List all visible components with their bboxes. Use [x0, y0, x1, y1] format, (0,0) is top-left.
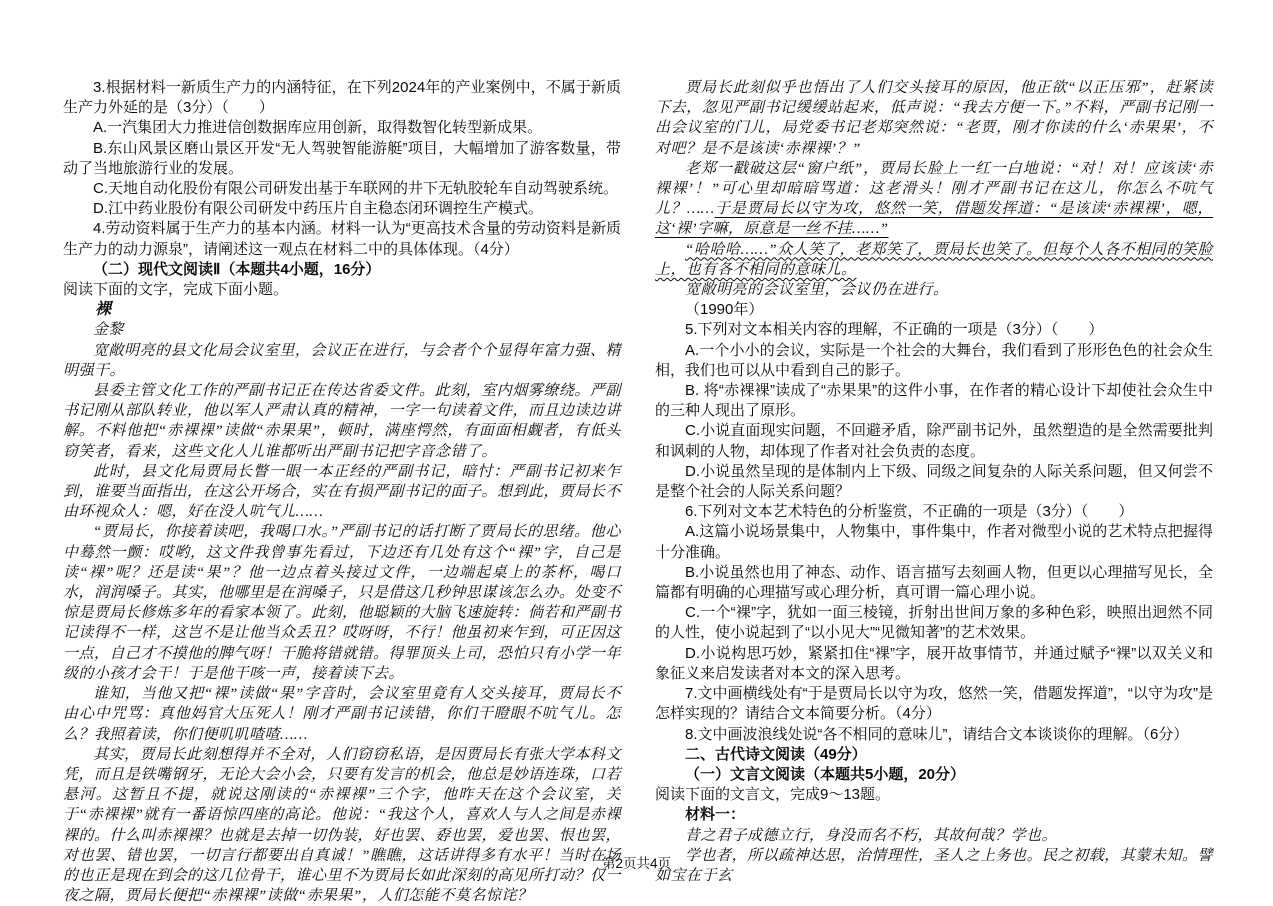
story-paragraph: 老郑一戳破这层“窗户纸”，贾局长脸上一红一白地说：“对！对！应该读‘赤裸裸’！”可心里却暗暗骂道：这老滑头！刚才严副书记在这儿，你怎么不吭气儿？……于是贾局长以守为攻，悠然一笑，借题发挥道：“是该读‘赤裸裸’，嗯，这‘裸’字嘛，原意是一丝不挂……”: [655, 160, 1213, 238]
question-6-option: A.这篇小说场景集中，人物集中，事件集中，作者对微型小说的艺术特点把握得十分准确。: [655, 523, 1213, 561]
question-4-stem: 4.劳动资料属于生产力的基本内涵。材料一认为“更高技术含量的劳动资料是新质生产力的动力源泉”，请阐述这一观点在材料二中的具体体现。（4分）: [63, 220, 621, 258]
question-6-option: D.小说构思巧妙，紧紧扣住“裸”字，展开故事情节，并通过赋予“裸”以双关义和象征义来启发读者对本文的深入思考。: [655, 644, 1213, 682]
material-one-label: 材料一：: [685, 806, 746, 824]
page-columns: [63, 78, 1213, 906]
question-6-stem: 6.下列对文本艺术特色的分析鉴赏，不正确的一项是（3分）（ ）: [685, 503, 1134, 521]
classical-reading-sub-heading: （一）文言文阅读（本题共5小题，20分）: [685, 765, 966, 783]
question-3-option: B.东山风景区磨山景区开发“无人驾驶智能游艇”项目，大幅增加了游客数量，带动了当地旅游行业的发展。: [63, 139, 621, 177]
story-year: （1990年）: [685, 301, 764, 319]
question-8-stem: 8.文中画波浪线处说“各不相同的意味儿”，请结合文本谈谈你的理解。（6分）: [685, 725, 1189, 743]
right-column: [655, 78, 1213, 906]
modern-reading-ii-instruction: 阅读下面的文字，完成下面小题。: [63, 281, 289, 299]
question-6-option: B.小说虽然也用了神态、动作、语言描写去刻画人物，但更以心理描写见长，全篇都有明确的心理描写或心理分析，真可谓一篇心理小说。: [655, 563, 1213, 602]
question-6-option: C.一个“裸”字，犹如一面三棱镜，折射出世间万象的多种色彩，映照出迥然不同的人性，使小说起到了“以小见大”“见微知著”的艺术效果。: [655, 604, 1213, 642]
question-7-stem: 7.文中画横线处有“于是贾局长以守为攻，悠然一笑，借题发挥道”，“以守为攻”是怎样实现的？请结合文本简要分析。（4分）: [655, 685, 1213, 723]
question-3-option: A.一汽集团大力推进信创数据库应用创新，取得数智化转型新成果。: [93, 119, 543, 137]
question-3-option: D.江中药业股份有限公司研发中药压片自主稳态闭环调控生产模式。: [93, 200, 544, 218]
question-5-option: D.小说虽然呈现的是体制内上下级、同级之间复杂的人际关系问题，但又何尝不是整个社会的人际关系问题？: [655, 462, 1213, 501]
classical-paragraph: 学也者，所以疏神达思，治情理性，圣人之上务也。民之初载，其蒙未知。譬如宝在于玄: [655, 847, 1213, 884]
classical-reading-instruction: 阅读下面的文言文，完成9～13题。: [655, 786, 891, 804]
story-paragraph: 其实，贾局长此刻想得并不全对，人们窃窃私语，是因贾局长有张大学本科文凭，而且是铁嘴钢牙，无论大会小会，只要有发言的机会，他总是妙语连珠，口若悬河。这暂且不提，就说这刚读的“赤裸裸”三个字，他昨天在这个会议室，关于“赤裸裸”就有一番语惊四座的高论。他说：“我这个人，喜欢人与人之间是赤裸裸的。什么叫赤裸裸？也就是去掉一切伪装，好也罢、孬也罢，爱也罢、恨也罢，对也罢、错也罢，一切言行都要出自真诚！”瞧瞧，这话讲得多有水平！当时在场的也正是现在到会的这几位骨干，谁心里不为贾局长如此深刻的高见所打动？仅一夜之隔，贾局长便把“赤裸裸”读做“赤果果”，人们怎能不莫名惊诧？: [63, 746, 622, 905]
question-5-option: C.小说直面现实问题，不回避矛盾，除严副书记外，虽然塑造的是全然需要批判和讽刺的人物，却体现了作者对社会负责的态度。: [655, 422, 1213, 460]
ancient-reading-heading: 二、古代诗文阅读（49分）: [685, 745, 867, 763]
question-3-stem: 3.根据材料一新质生产力的内涵特征，在下列2024年的产业案例中，不属于新质生产力外延的是（3分）（ ）: [63, 79, 621, 117]
page-footer: 第2页共4页: [601, 856, 672, 871]
modern-reading-ii-heading: （二）现代文阅读Ⅱ（本题共4小题，16分）: [93, 260, 381, 278]
story-body-left: [63, 341, 621, 906]
left-column: [63, 78, 621, 906]
story-paragraph: “哈哈哈……”众人笑了，老郑笑了，贾局长也笑了。但每个人各不相同的笑脸上，也有各不相同的意味儿。: [655, 241, 1213, 278]
story-paragraph: 谁知，当他又把“裸”读做“果”字音时，会议室里竟有人交头接耳，贾局长不由心中咒骂：真他妈官大压死人！刚才严副书记读错，你们干瞪眼不吭气儿。怎么？我照着读，你们便叽叽喳喳……: [63, 686, 621, 743]
story-paragraph: 县委主管文化工作的严副书记正在传达省委文件。此刻，室内烟雾缭绕。严副书记刚从部队转业，他以军人严肃认真的精神，一字一句读着文件，而且边读边讲解。不料他把“赤裸裸”读做“赤果果”，顿时，满座愕然，有面面相觑者，有低头窃笑者，看来，这些文化人儿谁都听出严副书记把字音念错了。: [63, 383, 622, 460]
classical-paragraph: 昔之君子成德立行，身没而名不朽，其故何哉？学也。: [685, 827, 1058, 844]
question-3-options: [63, 118, 621, 219]
question-5-option: B. 将“赤裸裸”读成了“赤果果”的这件小事，在作者的精心设计下却使社会众生中的三种人现出了原形。: [655, 382, 1213, 420]
story-body-right: [655, 78, 1213, 300]
story-paragraph: 宽敞明亮的县文化局会议室里，会议正在进行，与会者个个显得年富力强、精明强干。: [63, 342, 621, 379]
question-5-options: [655, 341, 1213, 503]
story-author: 金黎: [93, 321, 124, 339]
question-6-options: [655, 522, 1213, 684]
story-title: 裸: [95, 301, 112, 319]
story-paragraph: 宽敞明亮的会议室里，会议仍在进行。: [685, 282, 949, 299]
story-paragraph: “贾局长，你接着读吧，我喝口水。”严副书记的话打断了贾局长的思绪。他心中蓦然一颤：哎哟，这文件我曾事先看过，下边还有几处有这个“裸”字，自己是读“裸”呢？还是读“果”？他一边点着头接过文件，一边端起桌上的茶杯，喝口水，润润嗓子。其实，他哪里是在润嗓子，只是借这几秒钟思谋该怎么办。处变不惊是贾局长修炼多年的看家本领了。此刻，他聪颖的大脑飞速旋转：倘若和严副书记读得不一样，这岂不是让他当众丢丑？哎呀呀，不行！他虽初来乍到，可正因这一点，自己才不摸他的脾气呀！干脆将错就错。得罪顶头上司，恐怕只有小学一年级的小孩才会干！于是他干咳一声，接着读下去。: [63, 524, 622, 682]
question-3-option: C.天地自动化股份有限公司研发出基于车联网的井下无轨胶轮车自动驾驶系统。: [93, 180, 619, 198]
question-5-stem: 5.下列对文本相关内容的理解，不正确的一项是（3分）（ ）: [685, 321, 1104, 339]
story-paragraph: 贾局长此刻似乎也悟出了人们交头接耳的原因，他正欲“以正压邪”，赶紧读下去，忽见严副书记缓缓站起来，低声说：“我去方便一下。”不料，严副书记刚一出会议室的门儿，局党委书记老郑突然说：“老贾，刚才你读的什么‘赤果果’，不对吧？是不是该读‘赤裸裸’？”: [655, 80, 1213, 157]
story-paragraph: 此时，县文化局贾局长瞥一眼一本正经的严副书记，暗忖：严副书记初来乍到，谁要当面指出，在这公开场合，实在有损严副书记的面子。想到此，贾局长不由环视众人：嗯，好在没人吭气儿……: [63, 463, 622, 521]
question-5-option: A.一个小小的会议，实际是一个社会的大舞台，我们看到了形形色色的社会众生相，我们也可以从中看到自己的影子。: [655, 341, 1213, 379]
